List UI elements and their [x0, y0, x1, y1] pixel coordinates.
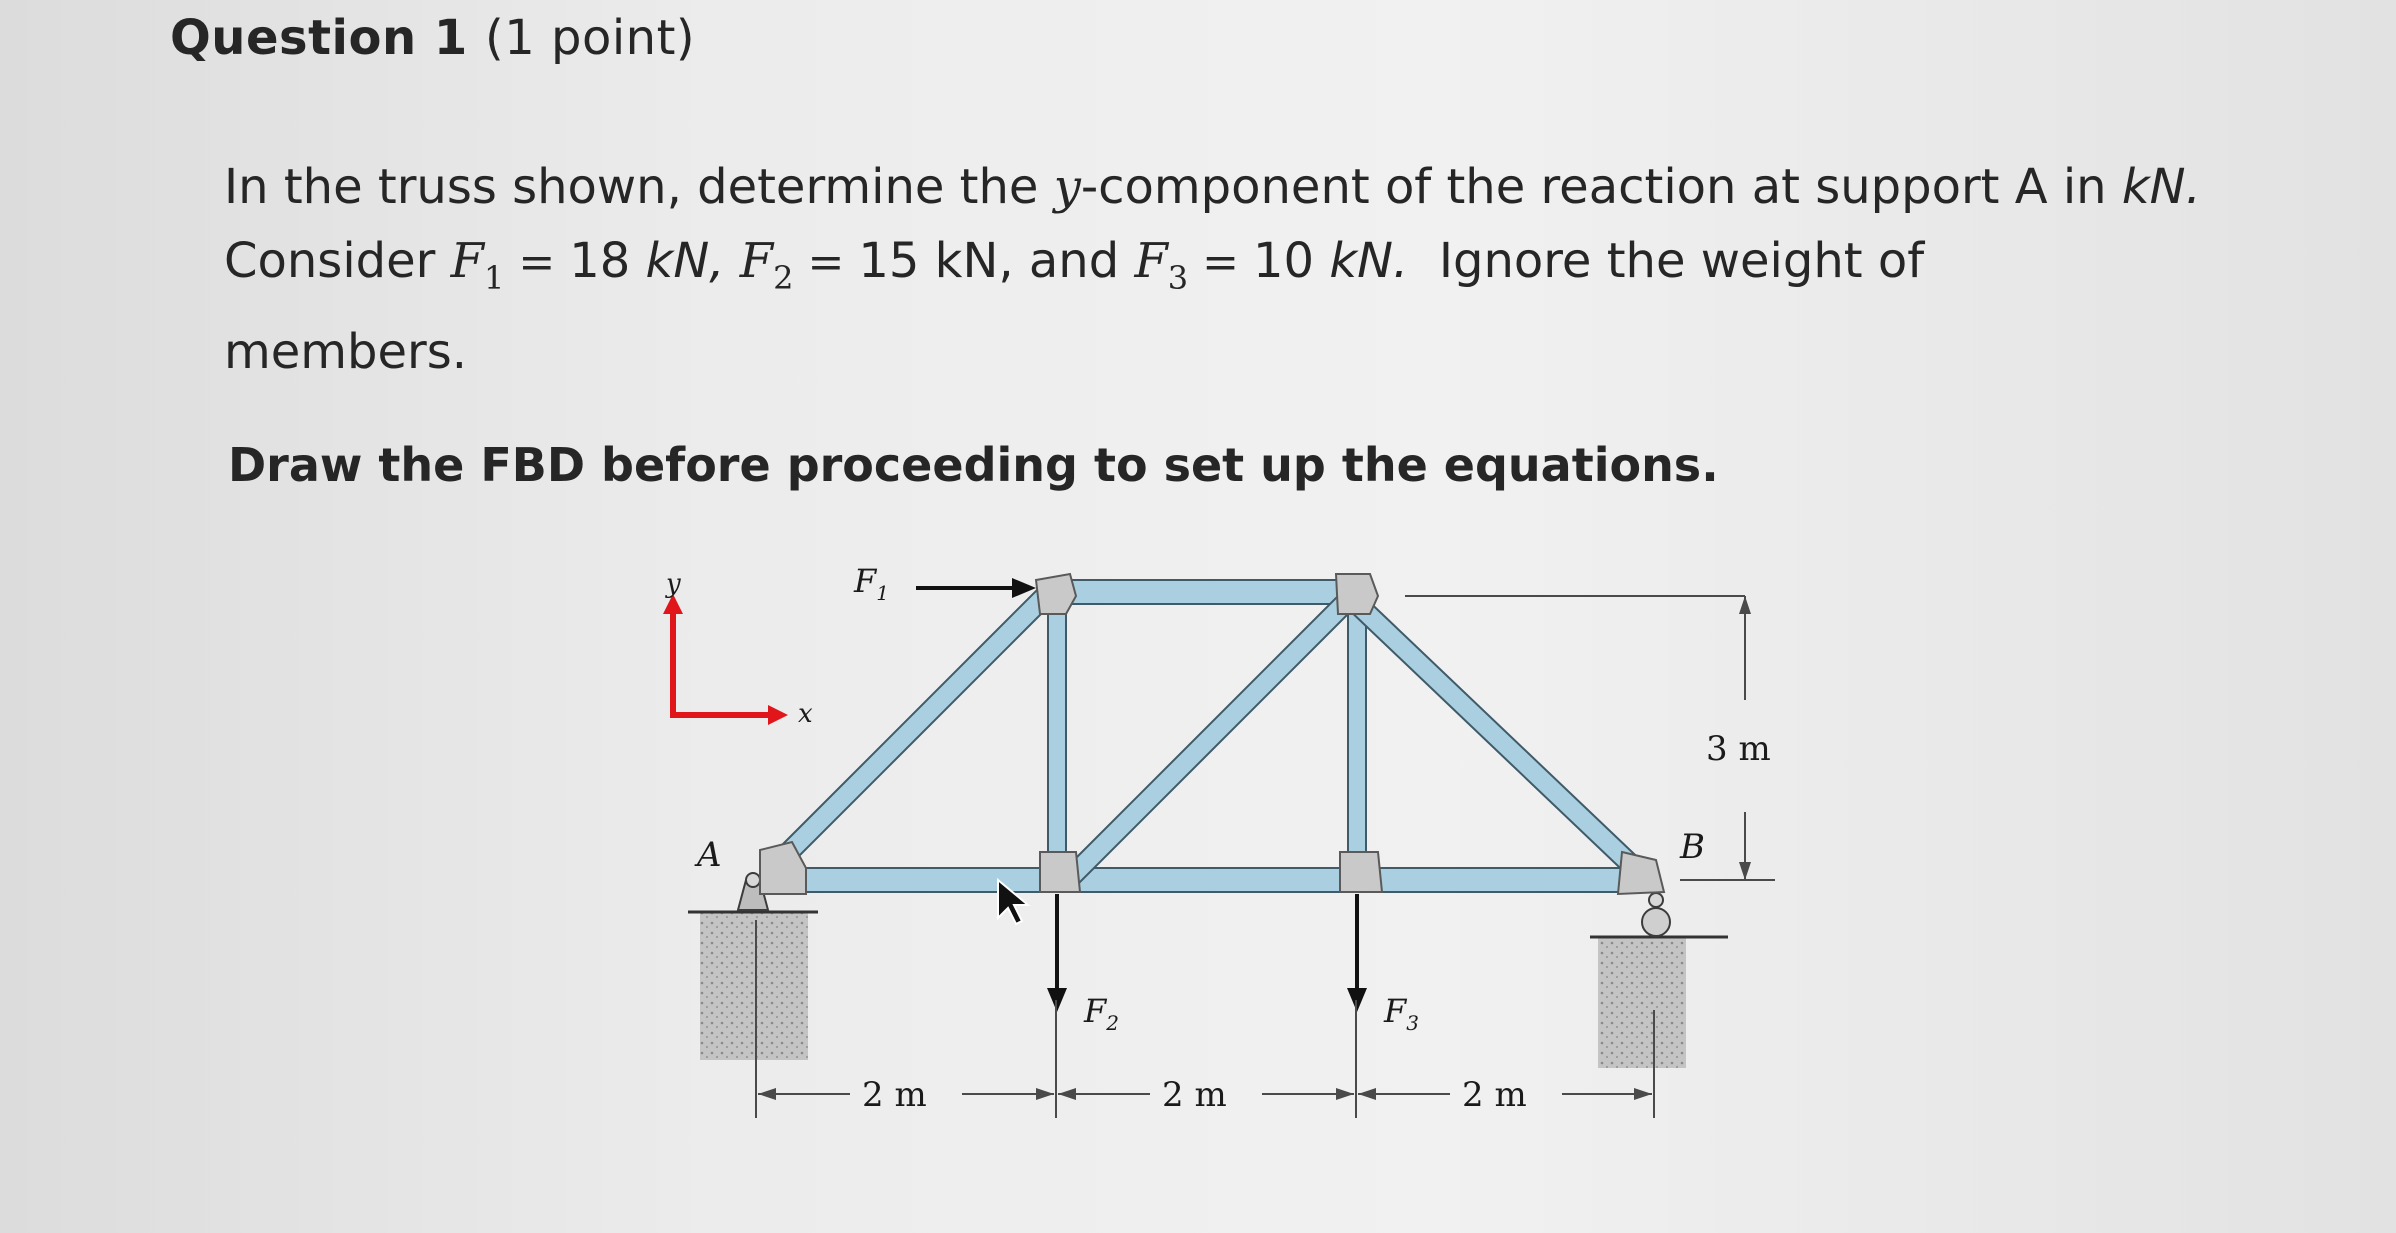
force-f1: [853, 562, 1036, 605]
force-subscript: 3: [1167, 259, 1189, 297]
truss-figure: [640, 560, 1820, 1140]
dim-arrowhead: [758, 1088, 776, 1100]
dim-arrowhead: [1036, 1088, 1054, 1100]
force-value: 10: [1252, 233, 1330, 289]
question-line-3: members.: [224, 324, 468, 380]
label-a: A: [697, 835, 722, 875]
dim-arrowhead: [1634, 1088, 1652, 1100]
pin-a: [746, 873, 760, 887]
question-points: (1 point): [484, 10, 696, 66]
text-segment: Consider: [224, 233, 451, 289]
text-segment: In the truss shown, determine the: [224, 159, 1054, 215]
equals-sign: =: [807, 237, 845, 288]
force-f3-label: $F_3$: [1384, 992, 1419, 1035]
variable-y: y: [1053, 159, 1081, 215]
dim-3-label: 2 m: [1462, 1075, 1527, 1115]
force-f1-label: $F_1$: [854, 562, 889, 605]
support-a: [688, 873, 818, 1060]
gusset-bottom-mid-right: [1340, 852, 1382, 892]
diagonal-a-c: [770, 583, 1058, 871]
force-symbol: F: [1134, 233, 1168, 289]
coordinate-axes: [663, 569, 813, 729]
force-value: 15 kN,: [858, 233, 1014, 289]
diagonal-d-b: [1346, 593, 1652, 885]
pin-b: [1649, 893, 1663, 907]
label-b: B: [1680, 827, 1705, 867]
unit-kn: kN.: [1329, 233, 1409, 289]
bottom-chord: [760, 868, 1640, 892]
equals-sign: =: [518, 237, 556, 288]
force-subscript: 1: [483, 259, 505, 297]
question-title-text: Question 1: [170, 10, 468, 66]
height-dimension-label: 3 m: [1706, 729, 1771, 769]
text-segment: -component of the reaction at support A in: [1080, 159, 2122, 215]
ground-block-b: [1598, 938, 1686, 1068]
x-axis-arrowhead: [768, 705, 788, 725]
force-symbol: F: [739, 233, 774, 289]
dim-arrowhead: [1358, 1088, 1376, 1100]
gusset-top-right: [1336, 574, 1378, 614]
question-line-1: [224, 150, 2224, 224]
support-b: [1590, 893, 1728, 1068]
question-body: [224, 150, 2224, 389]
question-title: [170, 10, 695, 66]
dim-1-label: 2 m: [862, 1075, 927, 1115]
question-line-2: [224, 224, 2224, 315]
gusset-bottom-mid-left: [1040, 852, 1080, 892]
equals-sign: =: [1202, 237, 1239, 288]
height-arrowhead-top: [1739, 596, 1751, 614]
force-value: 18: [569, 233, 646, 289]
diagonal-mid: [1064, 594, 1354, 884]
ground-block-a: [700, 912, 808, 1060]
dim-arrowhead: [1058, 1088, 1076, 1100]
force-symbol: F: [450, 233, 484, 289]
roller-b: [1642, 908, 1670, 936]
gusset-top-left: [1036, 574, 1076, 614]
vertical-member-1: [1048, 596, 1066, 874]
text-segment: and: [1013, 233, 1135, 289]
force-f3: [1347, 894, 1419, 1035]
force-f2: [1047, 894, 1119, 1035]
dim-arrowhead: [1336, 1088, 1354, 1100]
force-f2-label: $F_2$: [1084, 992, 1119, 1035]
dim-2-label: 2 m: [1162, 1075, 1227, 1115]
force-subscript: 2: [773, 259, 794, 297]
text-segment: Ignore the weight of: [1408, 233, 1925, 289]
axis-x-label: x: [798, 699, 813, 729]
axis-y-label: y: [666, 569, 681, 599]
top-chord: [1050, 580, 1350, 604]
truss-members: [760, 580, 1652, 892]
gusset-b: [1618, 852, 1664, 894]
instruction-text: Draw the FBD before proceeding to set up the equations.: [228, 438, 1719, 492]
unit-kn: kN,: [645, 233, 725, 289]
unit-kn: kN.: [2121, 159, 2201, 215]
vertical-member-2: [1348, 596, 1366, 874]
height-arrowhead-bottom: [1739, 862, 1751, 880]
